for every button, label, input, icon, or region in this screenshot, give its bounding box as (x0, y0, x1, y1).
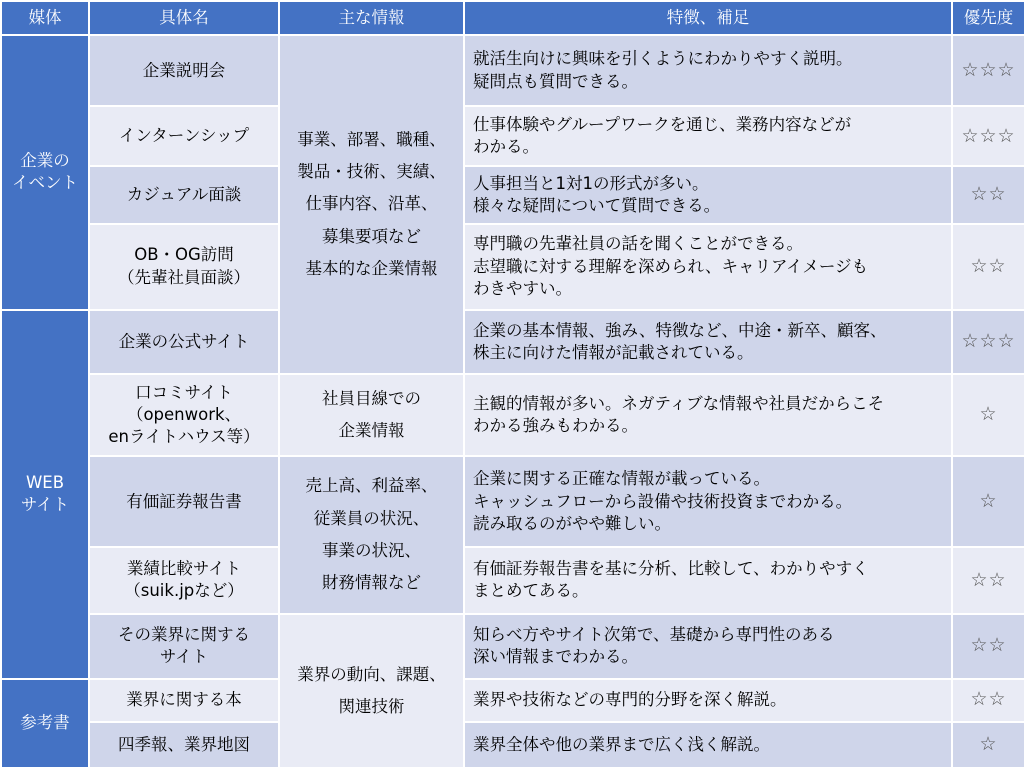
priority-stars: ☆☆ (952, 614, 1024, 679)
source-feature: 仕事体験やグループワークを通じ、業務内容などが わかる。 (464, 106, 952, 166)
source-name: カジュアル面談 (89, 166, 279, 223)
table-row (1, 722, 1024, 768)
header-name: 具体名 (89, 1, 279, 35)
source-name: 口コミサイト （openwork、 enライトハウス等） (89, 374, 279, 456)
header-media: 媒体 (1, 1, 89, 35)
source-feature: 知らべ方やサイト次第で、基礎から専門性のある 深い情報までわかる。 (464, 614, 952, 679)
table-row (1, 679, 1024, 722)
source-name: 有価証券報告書 (89, 456, 279, 547)
priority-stars: ☆☆ (952, 166, 1024, 223)
source-name: 四季報、業界地図 (89, 722, 279, 768)
source-name: 企業の公式サイト (89, 310, 279, 374)
group-web: WEB サイト (1, 310, 89, 679)
source-feature: 業界や技術などの専門的分野を深く解説。 (464, 679, 952, 722)
table-row (1, 35, 1024, 106)
info-industry: 業界の動向、課題、 関連技術 (279, 614, 464, 768)
priority-stars: ☆ (952, 722, 1024, 768)
source-name: 業界に関する本 (89, 679, 279, 722)
priority-stars: ☆ (952, 456, 1024, 547)
header-feature: 特徴、補足 (464, 1, 952, 35)
info-employee: 社員目線での 企業情報 (279, 374, 464, 456)
source-feature: 専門職の先輩社員の話を聞くことができる。 志望職に対する理解を深められ、キャリアイメージも わきやすい。 (464, 224, 952, 310)
header-priority: 優先度 (952, 1, 1024, 35)
priority-stars: ☆☆☆ (952, 310, 1024, 374)
priority-stars: ☆ (952, 374, 1024, 456)
group-books: 参考書 (1, 679, 89, 768)
priority-stars: ☆☆ (952, 547, 1024, 613)
source-feature: 業界全体や他の業界まで広く浅く解説。 (464, 722, 952, 768)
source-feature: 人事担当と1対1の形式が多い。 様々な疑問について質問できる。 (464, 166, 952, 223)
priority-stars: ☆☆☆ (952, 106, 1024, 166)
priority-stars: ☆☆☆ (952, 35, 1024, 106)
source-feature: 企業の基本情報、強み、特徴など、中途・新卒、顧客、 株主に向けた情報が記載されている。 (464, 310, 952, 374)
source-name: その業界に関する サイト (89, 614, 279, 679)
source-name: 業績比較サイト （suik.jpなど） (89, 547, 279, 613)
header-info: 主な情報 (279, 1, 464, 35)
table-row (1, 224, 1024, 310)
source-name: 企業説明会 (89, 35, 279, 106)
header-row (1, 1, 1024, 35)
table-row (1, 166, 1024, 223)
source-feature: 就活生向けに興味を引くようにわかりやすく説明。 疑問点も質問できる。 (464, 35, 952, 106)
table-row (1, 374, 1024, 456)
table-row (1, 547, 1024, 613)
source-name: インターンシップ (89, 106, 279, 166)
source-feature: 主観的情報が多い。ネガティブな情報や社員だからこそ わかる強みもわかる。 (464, 374, 952, 456)
priority-stars: ☆☆ (952, 224, 1024, 310)
priority-stars: ☆☆ (952, 679, 1024, 722)
info-finance: 売上高、利益率、 従業員の状況、 事業の状況、 財務情報など (279, 456, 464, 613)
table-row (1, 614, 1024, 679)
table-row (1, 106, 1024, 166)
group-events: 企業の イベント (1, 35, 89, 310)
table-row (1, 456, 1024, 547)
table-row (1, 310, 1024, 374)
source-name: OB・OG訪問 （先輩社員面談） (89, 224, 279, 310)
source-feature: 有価証券報告書を基に分析、比較して、わかりやすく まとめてある。 (464, 547, 952, 613)
source-feature: 企業に関する正確な情報が載っている。 キャッシュフローから設備や技術投資までわかる。 読み取るのがやや難しい。 (464, 456, 952, 547)
info-basic: 事業、部署、職種、 製品・技術、実績、 仕事内容、沿革、 募集要項など 基本的な企業情報 (279, 35, 464, 374)
